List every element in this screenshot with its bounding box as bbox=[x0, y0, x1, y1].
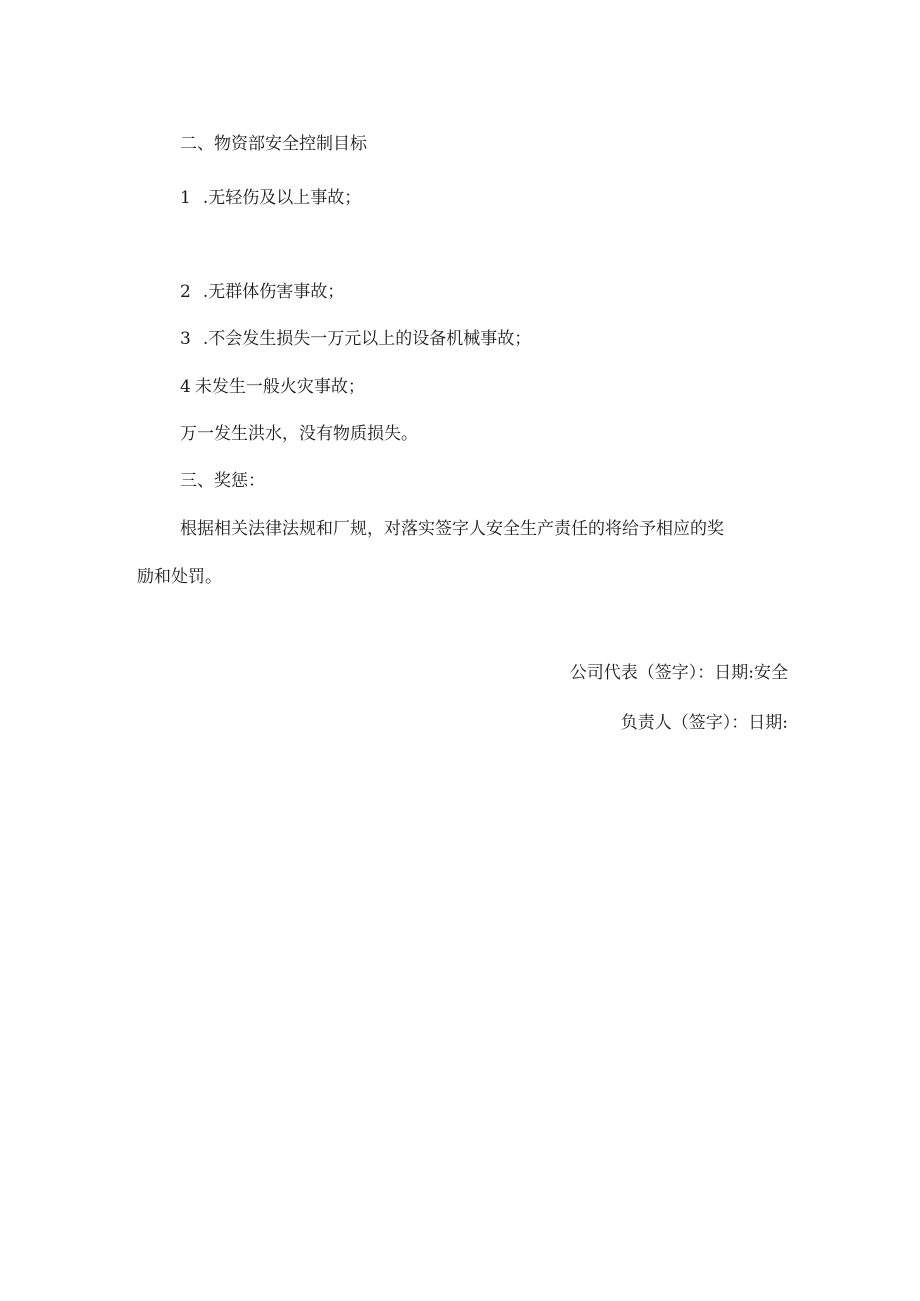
goal-item-2 bbox=[180, 284, 344, 301]
flood-statement: 万一发生洪水，没有物质损失。 bbox=[180, 424, 418, 444]
goal-text: .无轻伤及以上事故； bbox=[202, 188, 362, 208]
goal-number: 3 bbox=[180, 329, 191, 349]
goal-number: 2 bbox=[180, 282, 191, 302]
rewards-paragraph-line-1: 根据相关法律法规和厂规，对落实签字人安全生产责任的将给予相应的奖 bbox=[180, 519, 724, 539]
section-heading-rewards: 三、奖惩： bbox=[180, 471, 265, 491]
rewards-paragraph-line-2: 励和处罚。 bbox=[137, 567, 222, 587]
goal-text: 未发生一般火灾事故； bbox=[194, 377, 365, 397]
section-heading-safety-goals: 二、物资部安全控制目标 bbox=[180, 134, 367, 154]
goal-number: 1 bbox=[180, 188, 191, 208]
goal-item-3 bbox=[180, 331, 531, 348]
goal-text: .不会发生损失一万元以上的设备机械事故； bbox=[202, 329, 532, 349]
signature-company-representative: 公司代表（签字）：日期:安全 bbox=[569, 663, 788, 683]
signature-safety-officer: 负责人（签字）：日期: bbox=[620, 713, 788, 733]
goal-text: .无群体伤害事故； bbox=[202, 282, 345, 302]
goal-item-4 bbox=[180, 379, 365, 396]
goal-item-1 bbox=[180, 190, 361, 207]
goal-number: 4 bbox=[180, 377, 191, 397]
